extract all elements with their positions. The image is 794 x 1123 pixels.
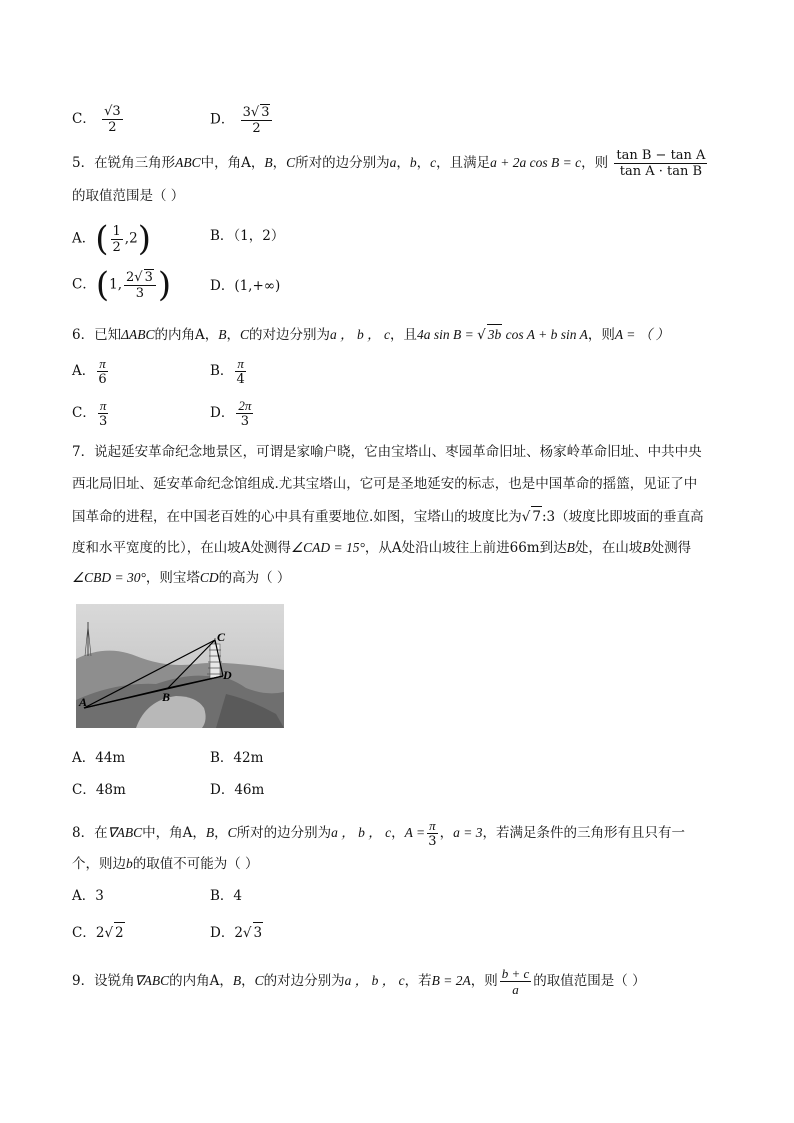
q5-condition: a + 2a cos B = c (490, 155, 582, 170)
q6-option-c[interactable]: C． $\frac{\pi}{3}$ (72, 398, 108, 429)
q5-option-d[interactable]: D．(1,+∞) (210, 278, 281, 294)
figure-label-b: B (162, 690, 171, 704)
q8-stem-line2: 个，则边b的取值不可能为（ ） (72, 856, 259, 872)
q7-option-d[interactable]: D．46m (210, 782, 265, 798)
q6-stem: 6．已知ΔABC的内角A，B，C的对边分别为a ， b ， c，且4a sin B = √ 3b cos A + b sin A，则A = （ ） (72, 324, 669, 345)
q4-c-fraction: $\frac{√3}{2}$ (104, 104, 121, 135)
q7-option-c[interactable]: C．48m (72, 782, 126, 798)
figure-label-d: D (223, 668, 232, 682)
q5-option-c[interactable]: C．(1, $\frac{2√ 3}{3}$ ) (72, 265, 172, 305)
q8-stem: 8．在∇ABC中，角A，B，C所对的边分别为a ， b ， c，A = $\frac{\pi}{3}$ ，a = 3，若满足条件的三角形有且只有一 (72, 818, 686, 849)
q4-option-c[interactable]: C． $\frac{√3}{2}$ (72, 104, 121, 135)
q5-ratio-fraction: $\frac{\text{tan B − tan A}}{\text{tan A · tan B}}$ (616, 148, 706, 179)
q7-stem-line2: 西北局旧址、延安革命纪念馆组成.尤其宝塔山，它可是圣地延安的标志，也是中国革命的摇篮，见证了中 (72, 476, 698, 492)
q7-stem-line4: 度和水平宽度的比），在山坡A处测得∠CAD = 15°，从A处沿山坡往上前进66m到达B处，在山坡B处测得 (72, 540, 692, 556)
q7-stem-line1: 7．说起延安革命纪念地景区，可谓是家喻户晓，它由宝塔山、枣园革命旧址、杨家岭革命旧址、中共中央 (72, 444, 702, 460)
q7-stem-line3: 国革命的进程，在中国老百姓的心中具有重要地位.如图，宝塔山的坡度比为√ 7:3（坡度比即坡面的垂直高 (72, 506, 704, 527)
q7-option-b[interactable]: B．42m (210, 750, 264, 766)
q8-option-d[interactable]: D．2√ 3 (210, 922, 263, 943)
q5-stem-line2: 的取值范围是（ ） (72, 188, 185, 204)
q6-option-b[interactable]: B． $\frac{\pi}{4}$ (210, 356, 245, 387)
q4-option-d[interactable]: D． $\frac{3√ 3}{2}$ (210, 104, 274, 136)
figure-label-c: C (217, 630, 226, 644)
q4-d-fraction: $\frac{3√ 3}{2}$ (241, 104, 273, 136)
q5-option-b[interactable]: B．（1，2） (210, 228, 285, 244)
q8-option-a[interactable]: A．3 (72, 888, 104, 904)
q5-stem: 5．在锐角三角形ABC中，角A，B，C所对的边分别为a，b，c，且满足a + 2a cos B = c，则 $\frac{\text{tan B − tan A}}{\text{tan A · tan B}}$ (72, 148, 706, 179)
q9-stem: 9．设锐角∇ABC的内角A，B，C的对边分别为a ， b ， c，若B = 2A，则 $\frac{b + c}{a}$ 的取值范围是（ ） (72, 966, 646, 997)
q8-option-b[interactable]: B．4 (210, 888, 243, 904)
q7-stem-line5: ∠CBD = 30°，则宝塔CD的高为（ ） (72, 570, 291, 586)
q6-option-d[interactable]: D． $\frac{2\pi}{3}$ (210, 398, 252, 429)
q7-pagoda-figure (76, 604, 284, 728)
q8-option-c[interactable]: C．2√ 2 (72, 922, 125, 943)
q7-option-a[interactable]: A．44m (72, 750, 126, 766)
q6-option-a[interactable]: A． $\frac{\pi}{6}$ (72, 356, 107, 387)
figure-label-a: A (79, 695, 88, 709)
q5-option-a[interactable]: A．( $\frac{1}{2}$ ,2) (72, 219, 151, 259)
